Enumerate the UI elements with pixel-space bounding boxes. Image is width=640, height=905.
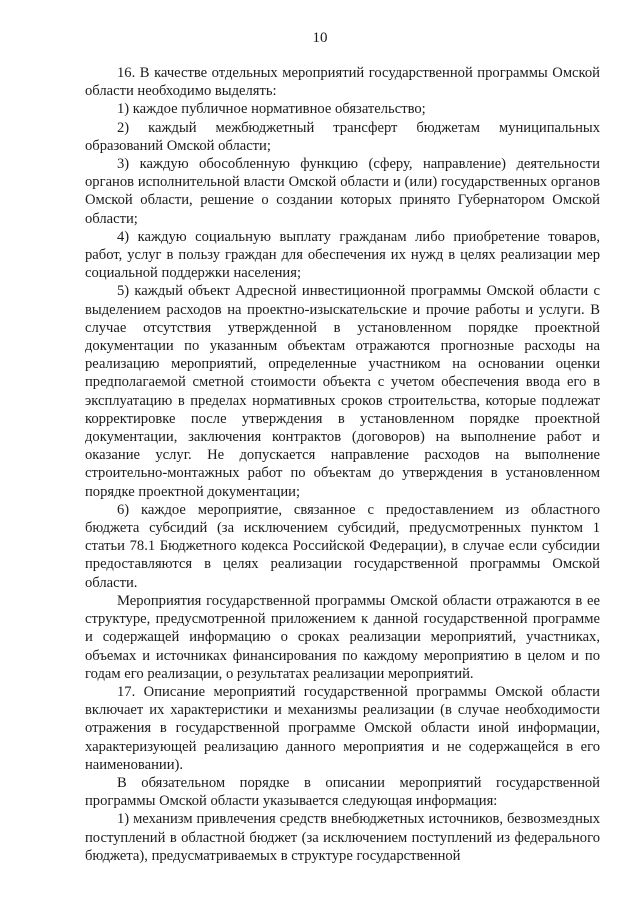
list-item-1-public-obligation: 1) каждое публичное нормативное обязательство;: [117, 101, 426, 118]
list-item-6-subsidies: 6) каждое мероприятие, связанное с предоставлением из областного бюджета субсидий (за исключением субсидий, предусмотренных пунктом 1 статьи 78.1 Бюджетного кодекса Российской Федерации), в случае если субсидии предоставляются в целях реализации государственной программы Омской области.: [85, 501, 600, 591]
page-number: 10: [312, 30, 328, 46]
list-item-3-separate-function: 3) каждую обособленную функцию (сферу, направление) деятельности органов исполнительной власти Омской области и (или) государственных органов Омской области, решение о создании которых принято Губернатором Омской области;: [85, 156, 600, 227]
paragraph-17-description: 17. Описание мероприятий государственной программы Омской области включает их характеристики и механизмы реализации (в случае необходимости отражения в государственной программе Омской области иной информации, характеризующей реализацию данного мероприятия и не содержащейся в его наименовании).: [85, 683, 600, 773]
list-item-4-social-payment: 4) каждую социальную выплату гражданам либо приобретение товаров, работ, услуг в пользу граждан для обеспечения их нужд в целях реализации мер социальной поддержки населения;: [85, 228, 600, 282]
document-body: [85, 64, 600, 865]
list-item-1-mechanism: 1) механизм привлечения средств внебюджетных источников, безвозмездных поступлений в областной бюджет (за исключением поступлений из федерального бюджета), предусматриваемых в структуре государственной: [85, 811, 600, 864]
paragraph-program-structure: Мероприятия государственной программы Омской области отражаются в ее структуре, предусмотренной приложением к данной государственной программе и содержащей информацию о сроках реализации мероприятий, участниках, объемах и источниках финансирования по каждому мероприятию в целом и по годам его реализации, о результатах реализации мероприятий.: [85, 592, 600, 682]
list-item-2-interbudget-transfer: 2) каждый межбюджетный трансферт бюджетам муниципальных образований Омской области;: [85, 119, 600, 154]
list-item-5-investment-object: 5) каждый объект Адресной инвестиционной программы Омской области с выделением расходов на проектно-изыскательские и прочие работы и услуги. В случае отсутствия утвержденной в установленном порядке проектной документации по указанным объектам отражаются прогнозные расходы на реализацию мероприятий, определенные участником на основании оценки предполагаемой сметной стоимости объекта с учетом обеспечения ввода его в эксплуатацию в пределах нормативных сроков строительства, которые подлежат корректировке после утверждения в установленном порядке проектной документации, заключения контрактов (договоров) на выполнение работ и оказание услуг. Не допускается направление расходов на выполнение строительно-монтажных работ по объектам до утверждения в установленном порядке проектной документации;: [85, 283, 600, 500]
paragraph-mandatory-info: В обязательном порядке в описании мероприятий государственной программы Омской области указывается следующая информация:: [85, 774, 600, 810]
paragraph-16-intro: 16. В качестве отдельных мероприятий государственной программы Омской области необходимо выделять:: [85, 65, 600, 100]
